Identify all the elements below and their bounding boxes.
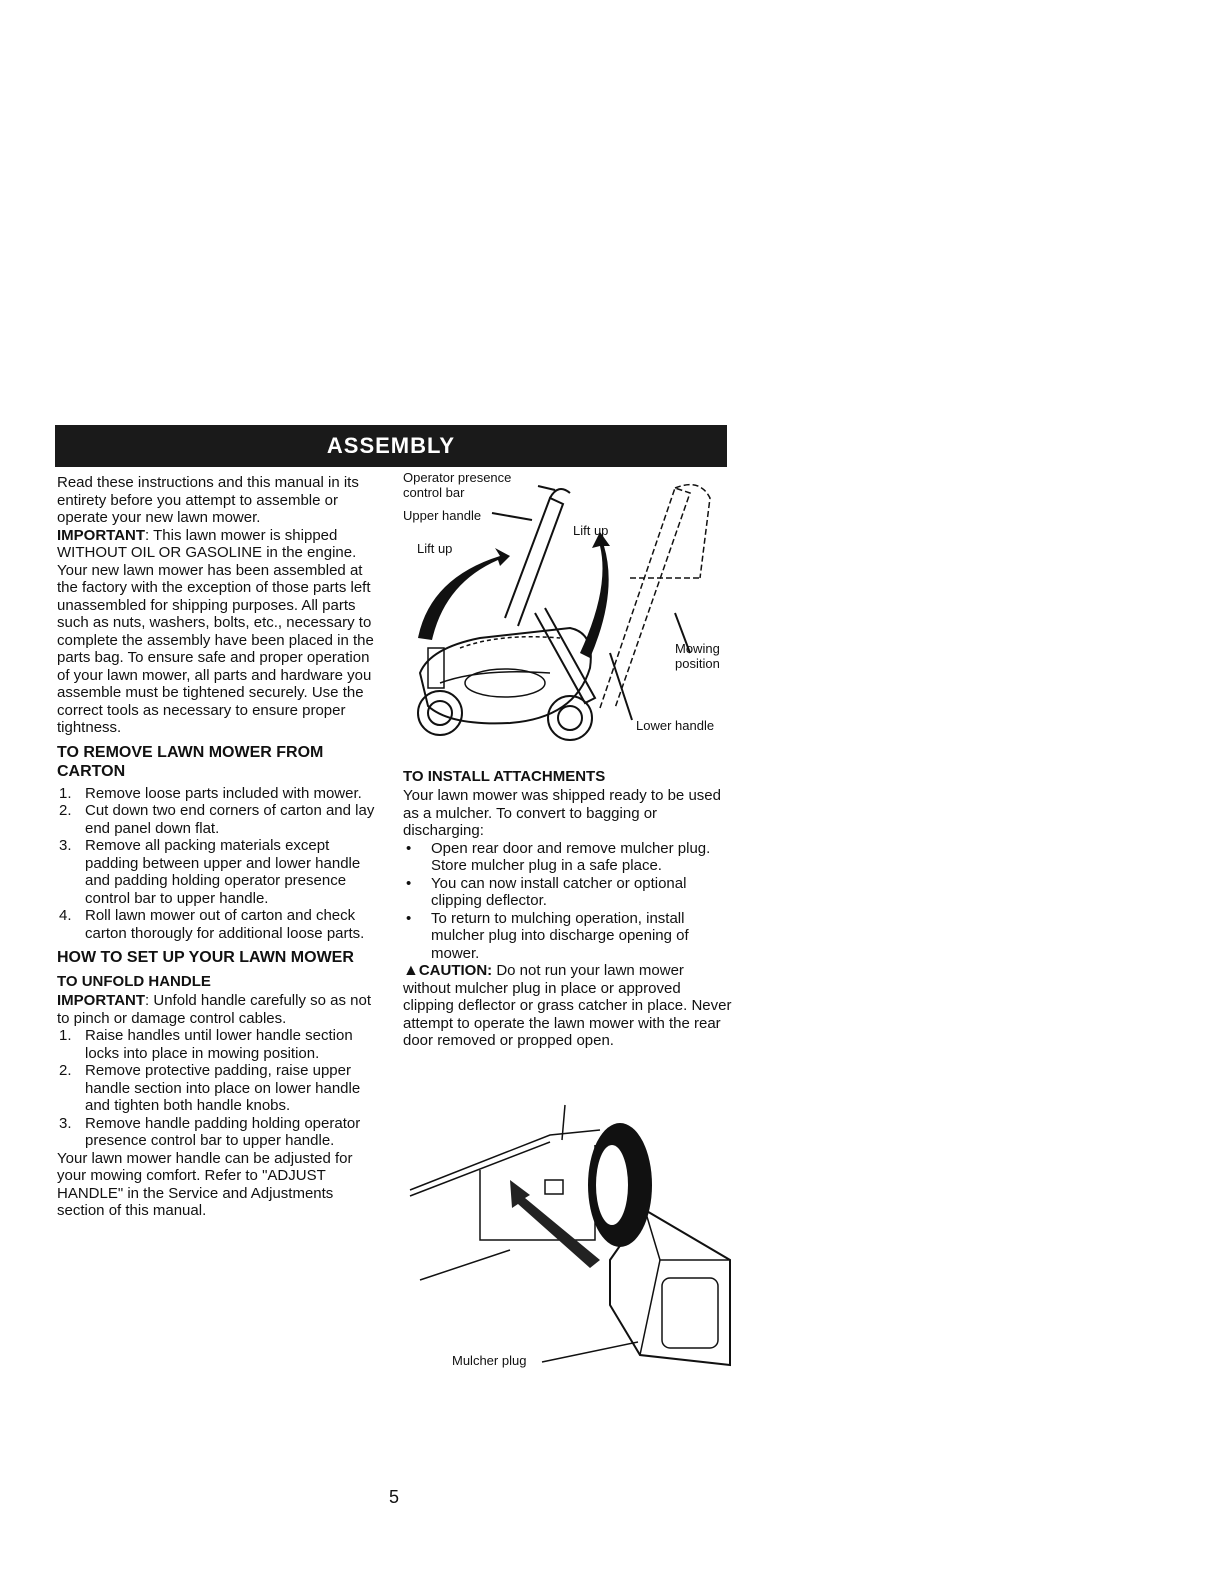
attachments-bullets	[403, 840, 733, 963]
important-label: IMPORTANT	[57, 526, 146, 544]
remove-carton-heading: TO REMOVE LAWN MOWER FROM CARTON	[57, 743, 324, 780]
list-item	[57, 907, 382, 942]
step-number: 3.	[59, 837, 72, 854]
step-number: 2.	[59, 1062, 72, 1079]
important-note	[57, 527, 382, 562]
label-mulcher-plug: Mulcher plug	[452, 1353, 527, 1368]
bullet-icon: •	[406, 909, 412, 927]
right-column	[403, 762, 733, 1050]
mower-handle-figure	[400, 468, 735, 753]
step-text: Remove all packing materials except padding between upper and lower handle and padding holding operator presence control bar to upper handle.	[85, 837, 361, 907]
list-item	[57, 1115, 382, 1150]
warning-triangle-icon: ▲	[403, 962, 419, 979]
step-text: Roll lawn mower out of carton and check carton thorougly for additional loose parts.	[85, 907, 365, 942]
list-item	[57, 1062, 382, 1115]
step-text: Remove handle padding holding operator presence control bar to upper handle.	[85, 1114, 361, 1149]
label-operator-bar-line2: control bar	[403, 485, 465, 500]
step-text: Remove loose parts included with mower.	[85, 784, 362, 802]
important-text: : Unfold handle carefully so as not to pinch or damage control cables.	[57, 992, 372, 1027]
label-upper-handle: Upper handle	[403, 508, 482, 523]
attachments-intro: Your lawn mower was shipped ready to be used as a mulcher. To convert to bagging or discharging:	[403, 787, 721, 839]
bullet-icon: •	[406, 874, 412, 892]
bullet-icon: •	[406, 839, 412, 857]
caution-text: Do not run your lawn mower without mulcher plug in place or approved clipping deflector or grass catcher in place. Never attempt to operate the lawn mower with the rear door removed or propped open.	[403, 962, 732, 1049]
unfold-handle-heading: TO UNFOLD HANDLE	[57, 973, 211, 990]
list-item	[57, 802, 382, 837]
caution-note	[403, 962, 733, 1050]
list-item	[403, 840, 733, 875]
label-operator-bar-line1: Operator presence	[403, 470, 512, 485]
handle-adjust-note: Your lawn mower handle can be adjusted for your mowing comfort. Refer to "ADJUST HANDLE" in the Service and Adjustments section of this manual.	[57, 1149, 353, 1219]
label-mowing-line1: Mowing	[675, 641, 720, 656]
label-lift-up-right: Lift up	[573, 523, 609, 538]
assembly-paragraph: Your new lawn mower has been assembled at the factory with the exception of those parts left unassembled for shipping purposes. All parts such as nuts, washers, bolts, etc., necessary to complete the assembly have been placed in the parts bag. To ensure safe and proper operation of your lawn mower, all parts and hardware you assemble must be tightened securely. Use the correct tools as necessary to ensure proper tightness.	[57, 561, 374, 736]
important-label: IMPORTANT	[57, 992, 146, 1009]
list-item	[57, 837, 382, 907]
label-lift-up-left: Lift up	[417, 541, 453, 556]
list-item	[57, 785, 382, 803]
unfold-important-note	[57, 992, 382, 1027]
step-number: 1.	[59, 1027, 72, 1044]
mulcher-plug-figure	[400, 1100, 735, 1390]
list-item	[403, 910, 733, 963]
step-text: Cut down two end corners of carton and lay end panel down flat.	[85, 802, 375, 837]
bullet-text: To return to mulching operation, install mulcher plug into discharge opening of mower.	[431, 909, 689, 962]
step-number: 2.	[59, 802, 72, 819]
list-item	[57, 1027, 382, 1062]
important-text: : This lawn mower is shipped WITHOUT OIL OR GASOLINE in the engine.	[57, 526, 357, 561]
mulcher-plug-illustration	[400, 1100, 735, 1390]
section-banner	[55, 425, 727, 467]
bullet-text: Open rear door and remove mulcher plug. Store mulcher plug in a safe place.	[431, 839, 711, 874]
page-number: 5	[389, 1487, 400, 1507]
step-number: 1.	[59, 784, 72, 802]
step-number: 3.	[59, 1114, 72, 1132]
setup-heading: HOW TO SET UP YOUR LAWN MOWER	[57, 949, 354, 966]
bullet-text: You can now install catcher or optional clipping deflector.	[431, 874, 687, 909]
left-column	[57, 474, 382, 1220]
label-mowing-line2: position	[675, 656, 720, 671]
remove-carton-steps	[57, 785, 382, 943]
section-title: ASSEMBLY	[326, 433, 456, 458]
step-text: Raise handles until lower handle section locks into place in mowing position.	[85, 1027, 353, 1062]
list-item	[403, 875, 733, 910]
label-lower-handle: Lower handle	[636, 718, 715, 733]
intro-paragraph: Read these instructions and this manual in its entirety before you attempt to assemble or operate your new lawn mower.	[57, 474, 359, 526]
step-text: Remove protective padding, raise upper handle section into place on lower handle and tighten both handle knobs.	[85, 1062, 361, 1114]
unfold-handle-steps	[57, 1027, 382, 1150]
caution-label: CAUTION:	[418, 962, 493, 979]
install-attachments-heading: TO INSTALL ATTACHMENTS	[403, 768, 606, 785]
step-number: 4.	[59, 907, 72, 924]
